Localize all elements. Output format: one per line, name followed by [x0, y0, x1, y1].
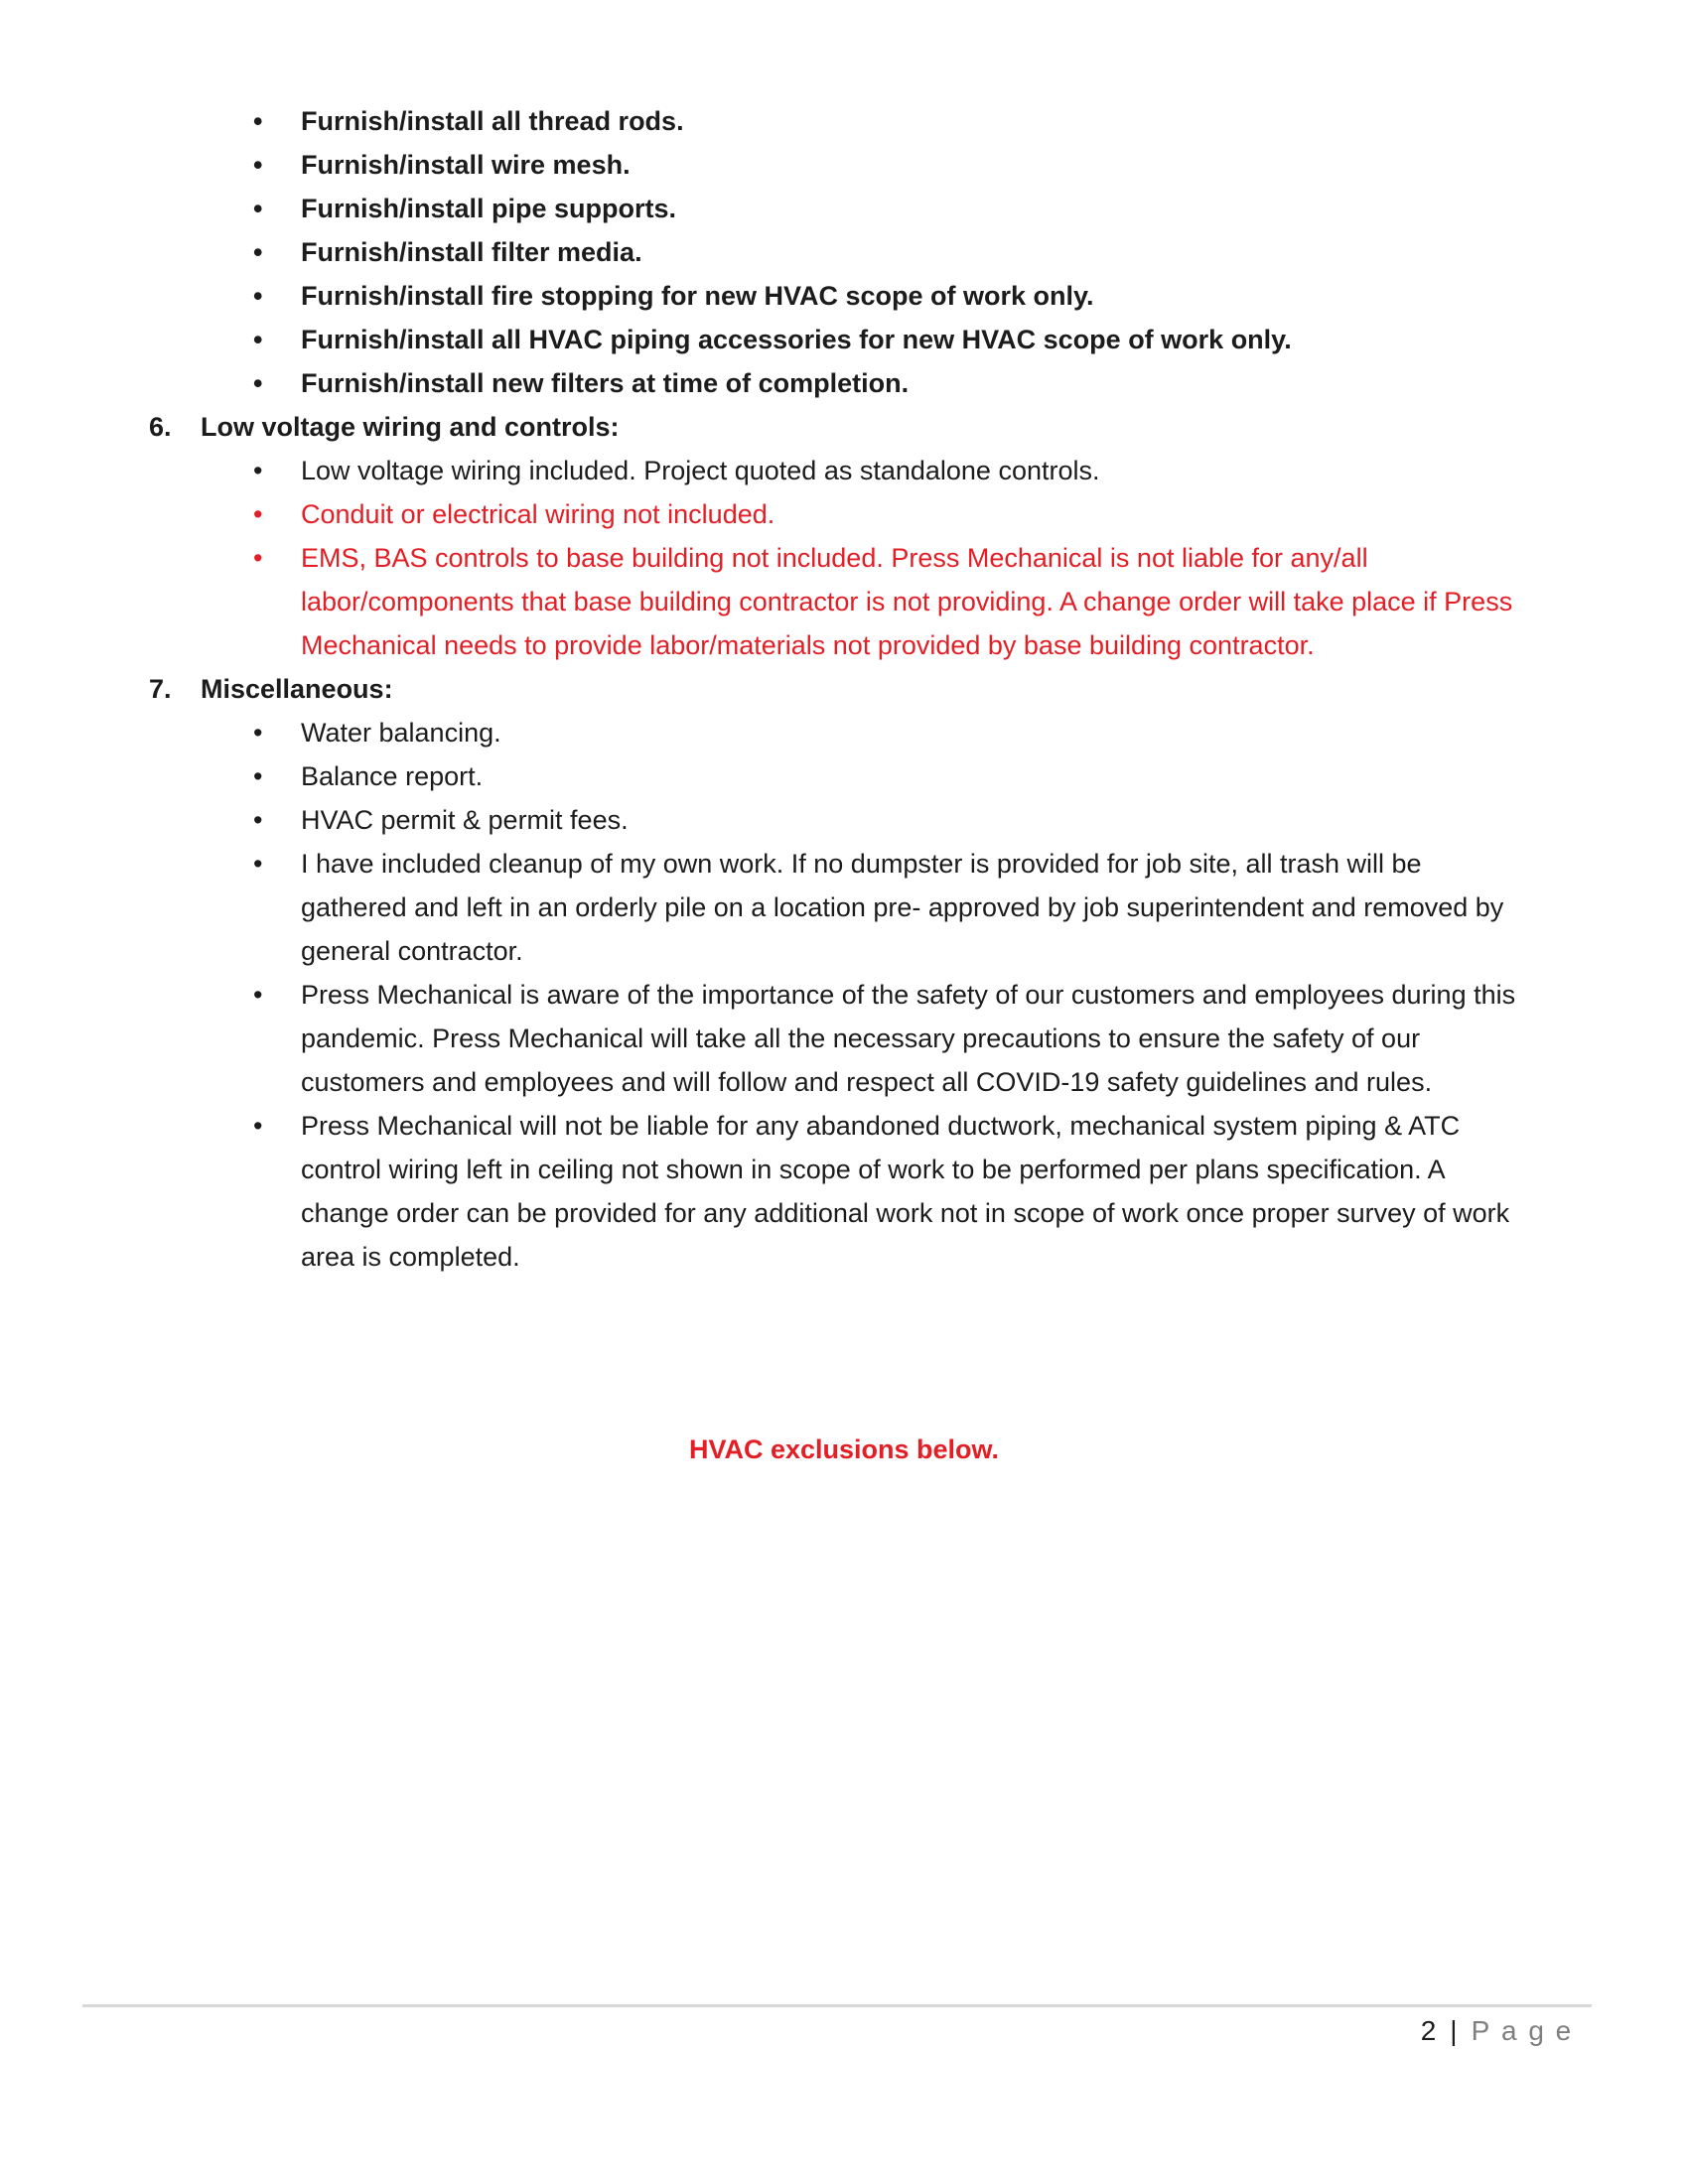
bullet-icon: •: [253, 325, 263, 354]
text-line: Press Mechanical is aware of the importance of the safety of our customers and employees during this: [301, 980, 1516, 1010]
text-line: change order can be provided for any additional work not in scope of work once proper survey of work: [301, 1198, 1510, 1228]
bullet-item: [149, 973, 1609, 1104]
list-item-text: [301, 536, 1512, 667]
bullet-icon: •: [253, 194, 263, 223]
list-item-text: [201, 405, 620, 449]
list-item-text: [301, 99, 684, 143]
bullet-icon: •: [253, 456, 263, 485]
text-line: Water balancing.: [301, 718, 501, 748]
text-line: Furnish/install all thread rods.: [301, 106, 684, 136]
bullet-item: [149, 230, 1609, 274]
page-number-separator: |: [1450, 2015, 1458, 2046]
text-line: labor/components that base building contractor is not providing. A change order will take place if Press: [301, 587, 1513, 616]
bullet-icon: •: [253, 368, 263, 398]
list-item-text: [301, 230, 642, 274]
text-line: Furnish/install new filters at time of completion.: [301, 368, 910, 398]
list-item-text: [301, 187, 676, 230]
bullet-item: [149, 187, 1609, 230]
text-line: Furnish/install wire mesh.: [301, 150, 631, 180]
text-line: Furnish/install fire stopping for new HVAC scope of work only.: [301, 281, 1094, 311]
list-item-text: [301, 973, 1515, 1104]
list-item-text: [301, 754, 483, 798]
list-item-text: [301, 449, 1100, 492]
bullet-icon: •: [253, 106, 263, 136]
list-item-text: [301, 143, 631, 187]
bullet-icon: •: [253, 980, 263, 1010]
text-line: Conduit or electrical wiring not included.: [301, 499, 775, 529]
text-line: area is completed.: [301, 1242, 520, 1272]
bullet-item: [149, 711, 1609, 754]
bullet-item: [149, 449, 1609, 492]
bullet-icon: •: [253, 150, 263, 180]
list-item-text: [301, 361, 909, 405]
list-item-text: [301, 318, 1292, 361]
list-item-text: [301, 842, 1503, 973]
numbered-heading: [149, 405, 1609, 449]
bullet-item: [149, 1104, 1609, 1279]
text-line: Low voltage wiring included. Project quoted as standalone controls.: [301, 456, 1100, 485]
bullet-icon: •: [253, 281, 263, 311]
bullet-item: [149, 842, 1609, 973]
page-number: 2: [1420, 2015, 1437, 2046]
list-item-text: [301, 492, 774, 536]
bullet-item: [149, 798, 1609, 842]
text-line: Low voltage wiring and controls:: [201, 412, 620, 442]
text-line: Furnish/install all HVAC piping accessories for new HVAC scope of work only.: [301, 325, 1292, 354]
text-line: Mechanical needs to provide labor/materials not provided by base building contractor.: [301, 630, 1315, 660]
footer-divider: [82, 2004, 1592, 2007]
bullet-item: [149, 274, 1609, 318]
text-line: HVAC permit & permit fees.: [301, 805, 629, 835]
text-line: EMS, BAS controls to base building not included. Press Mechanical is not liable for any/all: [301, 543, 1368, 573]
bullet-item: [149, 492, 1609, 536]
bullet-item: [149, 99, 1609, 143]
document-body: [149, 99, 1609, 1279]
text-line: pandemic. Press Mechanical will take all the necessary precautions to ensure the safety of our: [301, 1024, 1421, 1053]
bullet-icon: •: [253, 543, 263, 573]
text-line: Press Mechanical will not be liable for any abandoned ductwork, mechanical system piping & ATC: [301, 1111, 1461, 1141]
list-item-text: [301, 1104, 1509, 1279]
text-line: control wiring left in ceiling not shown in scope of work to be performed per plans specification. A: [301, 1155, 1446, 1184]
text-line: Furnish/install filter media.: [301, 237, 642, 267]
text-line: Furnish/install pipe supports.: [301, 194, 677, 223]
text-line: customers and employees and will follow and respect all COVID-19 safety guidelines and rules.: [301, 1067, 1433, 1097]
page-footer: [1421, 2011, 1583, 2051]
bullet-icon: •: [253, 849, 263, 879]
bullet-item: [149, 536, 1609, 667]
bullet-item: [149, 361, 1609, 405]
bullet-icon: •: [253, 805, 263, 835]
bullet-icon: •: [253, 718, 263, 748]
list-number: 7.: [149, 674, 172, 704]
bullet-item: [149, 754, 1609, 798]
text-line: general contractor.: [301, 936, 523, 966]
bullet-icon: •: [253, 761, 263, 791]
bullet-icon: •: [253, 237, 263, 267]
list-item-text: [301, 711, 501, 754]
bullet-icon: •: [253, 499, 263, 529]
text-line: I have included cleanup of my own work. If no dumpster is provided for job site, all trash will be: [301, 849, 1422, 879]
bullet-item: [149, 143, 1609, 187]
text-line: gathered and left in an orderly pile on a location pre- approved by job superintendent and removed by: [301, 892, 1504, 922]
page-word: Page: [1471, 2015, 1583, 2046]
numbered-heading: [149, 667, 1609, 711]
list-number: 6.: [149, 412, 172, 442]
bullet-item: [149, 318, 1609, 361]
list-item-text: [301, 274, 1094, 318]
bullet-icon: •: [253, 1111, 263, 1141]
text-line: Miscellaneous:: [201, 674, 393, 704]
text-line: Balance report.: [301, 761, 484, 791]
list-item-text: [301, 798, 629, 842]
hvac-exclusions-note: HVAC exclusions below.: [688, 1434, 1000, 1464]
list-item-text: [201, 667, 393, 711]
